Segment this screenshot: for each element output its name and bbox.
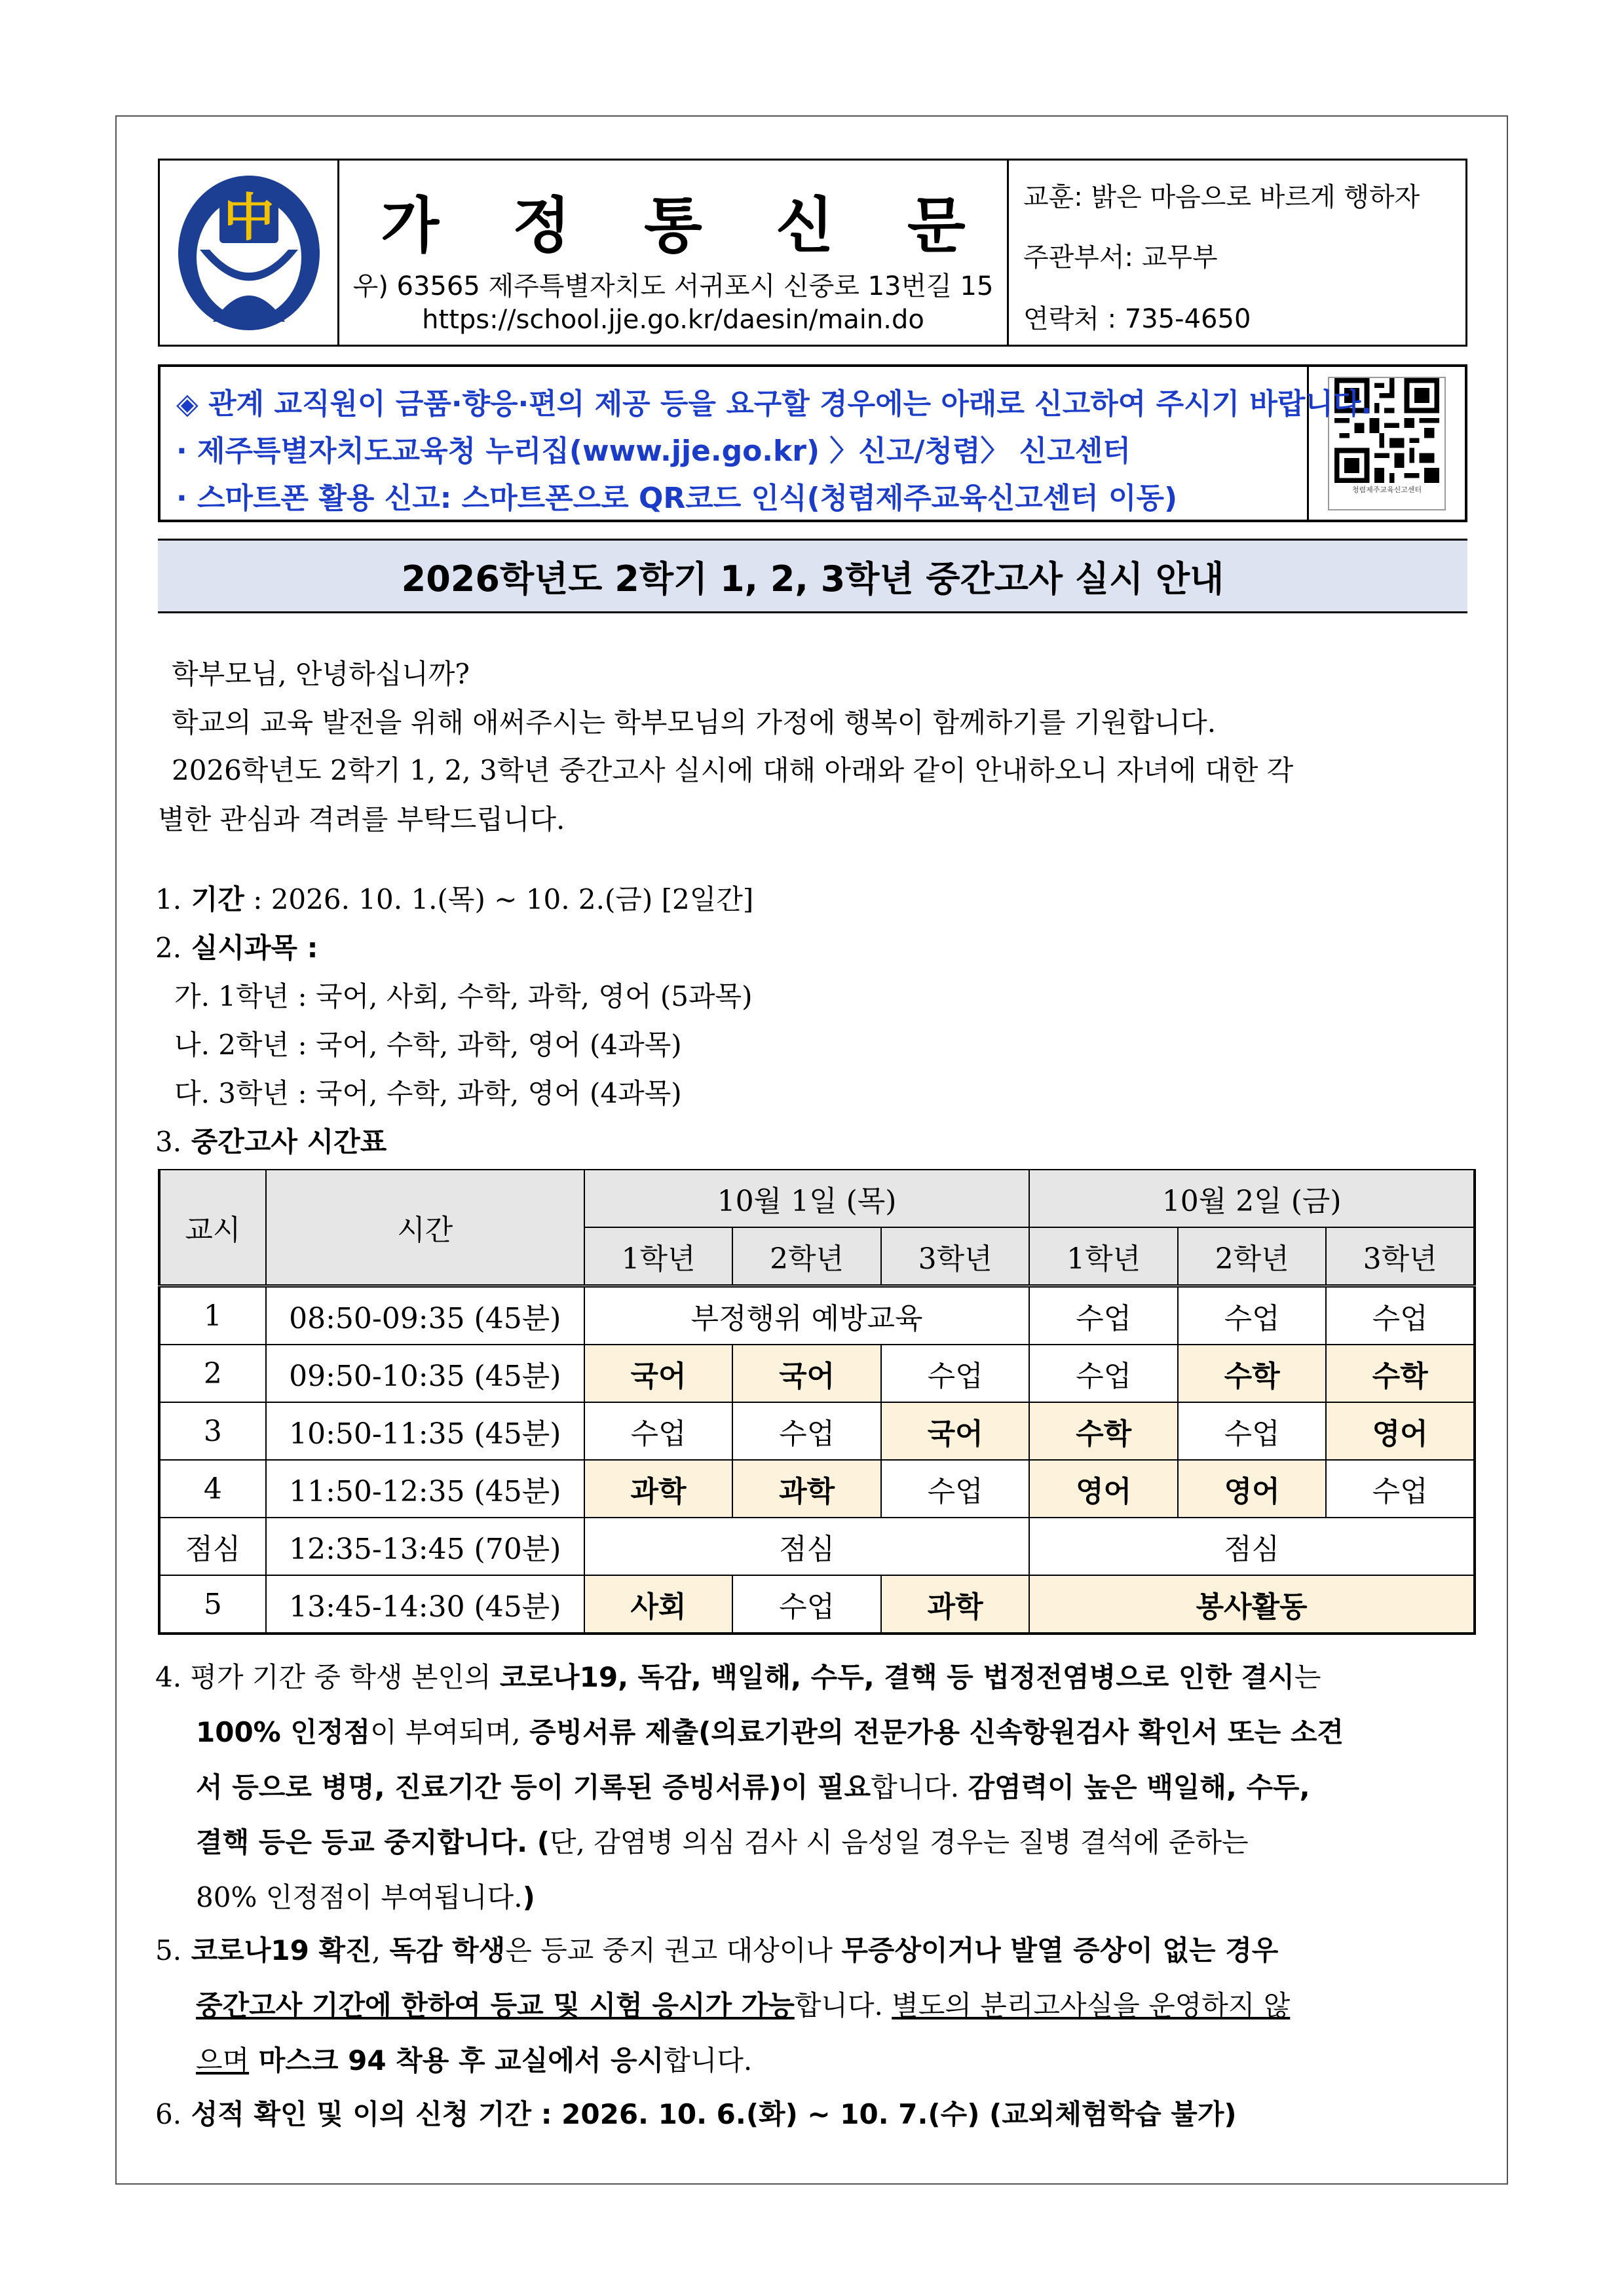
- period-cell: 3: [159, 1402, 266, 1460]
- paragraph-5: [155, 1923, 1479, 2088]
- contact: 연락처 : 735-4650: [1023, 304, 1251, 334]
- section-1-number: 1.: [155, 883, 182, 915]
- p4-text: 단, 감염병 의심 검사 시 음성일 경우는 질병 결석에 준하는: [549, 1826, 1249, 1858]
- header-day-1: 10월 1일 (목): [584, 1170, 1030, 1227]
- p5-text: 합니다.: [664, 2044, 753, 2076]
- exam-cell: 국어: [584, 1345, 733, 1402]
- period-cell: 5: [159, 1575, 266, 1634]
- time-cell: 11:50-12:35 (45분): [266, 1460, 584, 1518]
- school-motto: 교훈: 밝은 마음으로 바르게 행하자: [1023, 182, 1420, 212]
- header-grade: 2학년: [732, 1227, 881, 1286]
- header-grade: 1학년: [1029, 1227, 1178, 1286]
- schedule-cell: 수업: [584, 1402, 733, 1460]
- p5-underline: 으며: [196, 2044, 250, 2076]
- time-cell: 13:45-14:30 (45분): [266, 1575, 584, 1634]
- p6-number: 6.: [155, 2098, 182, 2130]
- p5-text: ,: [371, 1934, 390, 1966]
- p4-text: 합니다.: [871, 1771, 968, 1803]
- section-1-label: 기간: [191, 883, 244, 915]
- day1-merged-cell: 부정행위 예방교육: [584, 1286, 1030, 1345]
- time-cell: 10:50-11:35 (45분): [266, 1402, 584, 1460]
- period-cell: 4: [159, 1460, 266, 1518]
- exam-cell: 과학: [584, 1460, 733, 1518]
- p4-bold: 코로나19, 독감, 백일해, 수두, 결핵 등 법정전염병으로 인한 결시: [499, 1661, 1294, 1693]
- header-grade: 3학년: [1326, 1227, 1475, 1286]
- exam-cell: 수학: [1178, 1345, 1327, 1402]
- schedule-cell: 수업: [1326, 1286, 1475, 1345]
- exam-cell: 영어: [1178, 1460, 1327, 1518]
- schedule-cell: 수업: [1178, 1402, 1327, 1460]
- header-time: 시간: [266, 1170, 584, 1286]
- subject-grade-1: 가. 1학년 : 국어, 사회, 수학, 과학, 영어 (5과목): [174, 980, 753, 1012]
- department: 주관부서: 교무부: [1023, 242, 1218, 273]
- school-address: 우) 63565 제주특별자치도 서귀포시 신중로 13번길 15: [352, 271, 994, 301]
- p4-number: 4.: [155, 1661, 182, 1693]
- section-2-number: 2.: [155, 932, 182, 964]
- integrity-notice: [158, 364, 1467, 522]
- p4-bold: 감염력이 높은 백일해, 수두,: [968, 1771, 1310, 1803]
- paragraph-6: [155, 2087, 1237, 2142]
- greeting-line-4: 별한 관심과 격려를 부탁드립니다.: [158, 803, 565, 835]
- exam-cell: 영어: [1326, 1402, 1475, 1460]
- p5-text: 합니다.: [794, 1989, 892, 2021]
- section-1: [155, 878, 753, 917]
- p4-bold: 100% 인정점: [196, 1716, 371, 1748]
- p5-text: 은 등교 중지 권고 대상이나: [505, 1934, 842, 1966]
- table-row: [159, 1575, 1475, 1634]
- school-url[interactable]: https://school.jje.go.kr/daesin/main.do: [422, 305, 924, 335]
- title-cell: [339, 161, 1009, 345]
- p4-text: 이 부여되며,: [370, 1716, 530, 1748]
- schedule-cell: 수업: [732, 1575, 881, 1634]
- table-row: [159, 1345, 1475, 1402]
- schedule-cell: 수업: [881, 1345, 1030, 1402]
- schedule-cell: 수업: [1029, 1286, 1178, 1345]
- section-3: [155, 1120, 387, 1160]
- schedule-cell: 수업: [732, 1402, 881, 1460]
- p4-bold: 서 등으로 병명, 진료기간 등이 기록된 증빙서류)이 필요: [196, 1771, 871, 1803]
- p4-text: 80% 인정점이 부여됩니다.: [196, 1881, 523, 1913]
- section-1-value: : 2026. 10. 1.(목) ~ 10. 2.(금) [2일간]: [244, 883, 754, 915]
- section-2: [155, 927, 318, 966]
- info-cell: [1009, 161, 1465, 345]
- section-3-label: 중간고사 시간표: [191, 1126, 387, 1158]
- header-grade: 3학년: [881, 1227, 1030, 1286]
- exam-cell: 과학: [881, 1575, 1030, 1634]
- p6-label: 성적 확인 및 이의 신청 기간: [181, 2098, 532, 2130]
- period-cell: 1: [159, 1286, 266, 1345]
- notice-line-1: ◈ 관계 교직원이 금품·향응·편의 제공 등을 요구할 경우에는 아래로 신고하여 주시기 바랍니다.: [176, 387, 1372, 421]
- header-period: 교시: [159, 1170, 266, 1286]
- header-day-2: 10월 2일 (금): [1029, 1170, 1475, 1227]
- paragraph-4: [155, 1650, 1479, 1925]
- period-cell: 2: [159, 1345, 266, 1402]
- subject-grade-2: 나. 2학년 : 국어, 수학, 과학, 영어 (4과목): [174, 1029, 682, 1061]
- schedule-cell: 수업: [1326, 1460, 1475, 1518]
- exam-cell: 영어: [1029, 1460, 1178, 1518]
- greeting-line-3: 2026학년도 2학기 1, 2, 3학년 중간고사 실시에 대해 아래와 같이 안내하오니 자녀에 대한 각: [172, 754, 1294, 786]
- subject-grade-3: 다. 3학년 : 국어, 수학, 과학, 영어 (4과목): [174, 1077, 682, 1109]
- p5-underline: 별도의 분리고사실을 운영하지 않: [892, 1989, 1291, 2021]
- exam-cell: 수학: [1326, 1345, 1475, 1402]
- period-cell: 점심: [159, 1518, 266, 1575]
- header-grade: 2학년: [1178, 1227, 1327, 1286]
- schedule-cell: 수업: [881, 1460, 1030, 1518]
- p5-number: 5.: [155, 1934, 182, 1966]
- p4-text: 평가 기간 중 학생 본인의: [181, 1661, 500, 1693]
- p5-bold: 코로나19 확진: [181, 1934, 372, 1966]
- table-row: [159, 1286, 1475, 1345]
- greeting-line-1: 학부모님, 안녕하십니까?: [172, 658, 470, 690]
- exam-cell: 국어: [732, 1345, 881, 1402]
- exam-cell: 사회: [584, 1575, 733, 1634]
- notice-title-banner: [158, 539, 1467, 613]
- exam-schedule-table: [158, 1169, 1476, 1635]
- notice-line-3: · 스마트폰 활용 신고: 스마트폰으로 QR코드 인식(청렴제주교육신고센터 이동): [176, 482, 1178, 515]
- qr-caption: 청렴제주교육신고센터: [1351, 485, 1422, 494]
- notice-line-2: · 제주특별자치도교육청 누리집(www.jje.go.kr) 〉신고/청렴〉 신고센터: [176, 434, 1131, 468]
- p4-bold: ): [522, 1881, 535, 1913]
- section-3-number: 3.: [155, 1126, 182, 1158]
- greeting-line-2: 학교의 교육 발전을 위해 애써주시는 학부모님의 가정에 행복이 함께하기를 기원합니다.: [172, 706, 1217, 738]
- logo-text: 中: [223, 188, 274, 248]
- newsletter-title: 가 정 통 신 문: [381, 191, 992, 261]
- notice-text: [161, 367, 1372, 520]
- exam-cell: 수학: [1029, 1402, 1178, 1460]
- header-grade: 1학년: [584, 1227, 733, 1286]
- time-cell: 12:35-13:45 (70분): [266, 1518, 584, 1575]
- p6-value: : 2026. 10. 6.(화) ~ 10. 7.(수) (교외체험학습 불가): [531, 2098, 1237, 2130]
- p4-text: 는: [1294, 1661, 1321, 1693]
- table-row: [159, 1518, 1475, 1575]
- p5-bold: 독감 학생: [389, 1934, 506, 1966]
- exam-cell: 과학: [732, 1460, 881, 1518]
- p5-bold-underline: 중간고사 기간에 한하여 등교 및 시험 응시가 가능: [196, 1989, 795, 2021]
- time-cell: 08:50-09:35 (45분): [266, 1286, 584, 1345]
- table-row: [159, 1402, 1475, 1460]
- letterhead: [158, 159, 1467, 347]
- exam-cell: 국어: [881, 1402, 1030, 1460]
- p4-bold: 결핵 등은 등교 중지합니다. (: [196, 1826, 550, 1858]
- table-row: [159, 1460, 1475, 1518]
- time-cell: 09:50-10:35 (45분): [266, 1345, 584, 1402]
- logo-cell: [160, 161, 339, 345]
- lunch-cell: 점심: [584, 1518, 1030, 1575]
- section-2-label: 실시과목 :: [191, 932, 318, 964]
- school-emblem-icon: [174, 171, 324, 335]
- service-cell: 봉사활동: [1029, 1575, 1475, 1634]
- lunch-cell: 점심: [1029, 1518, 1475, 1575]
- notice-title: 2026학년도 2학기 1, 2, 3학년 중간고사 실시 안내: [401, 558, 1224, 600]
- schedule-cell: 수업: [1178, 1286, 1327, 1345]
- p5-bold: 마스크 94 착용 후 교실에서 응시: [249, 2044, 664, 2076]
- p5-bold: 무증상이거나 발열 증상이 없는 경우: [841, 1934, 1279, 1966]
- schedule-cell: 수업: [1029, 1345, 1178, 1402]
- p4-bold: 증빙서류 제출(의료기관의 전문가용 신속항원검사 확인서 또는 소견: [529, 1716, 1344, 1748]
